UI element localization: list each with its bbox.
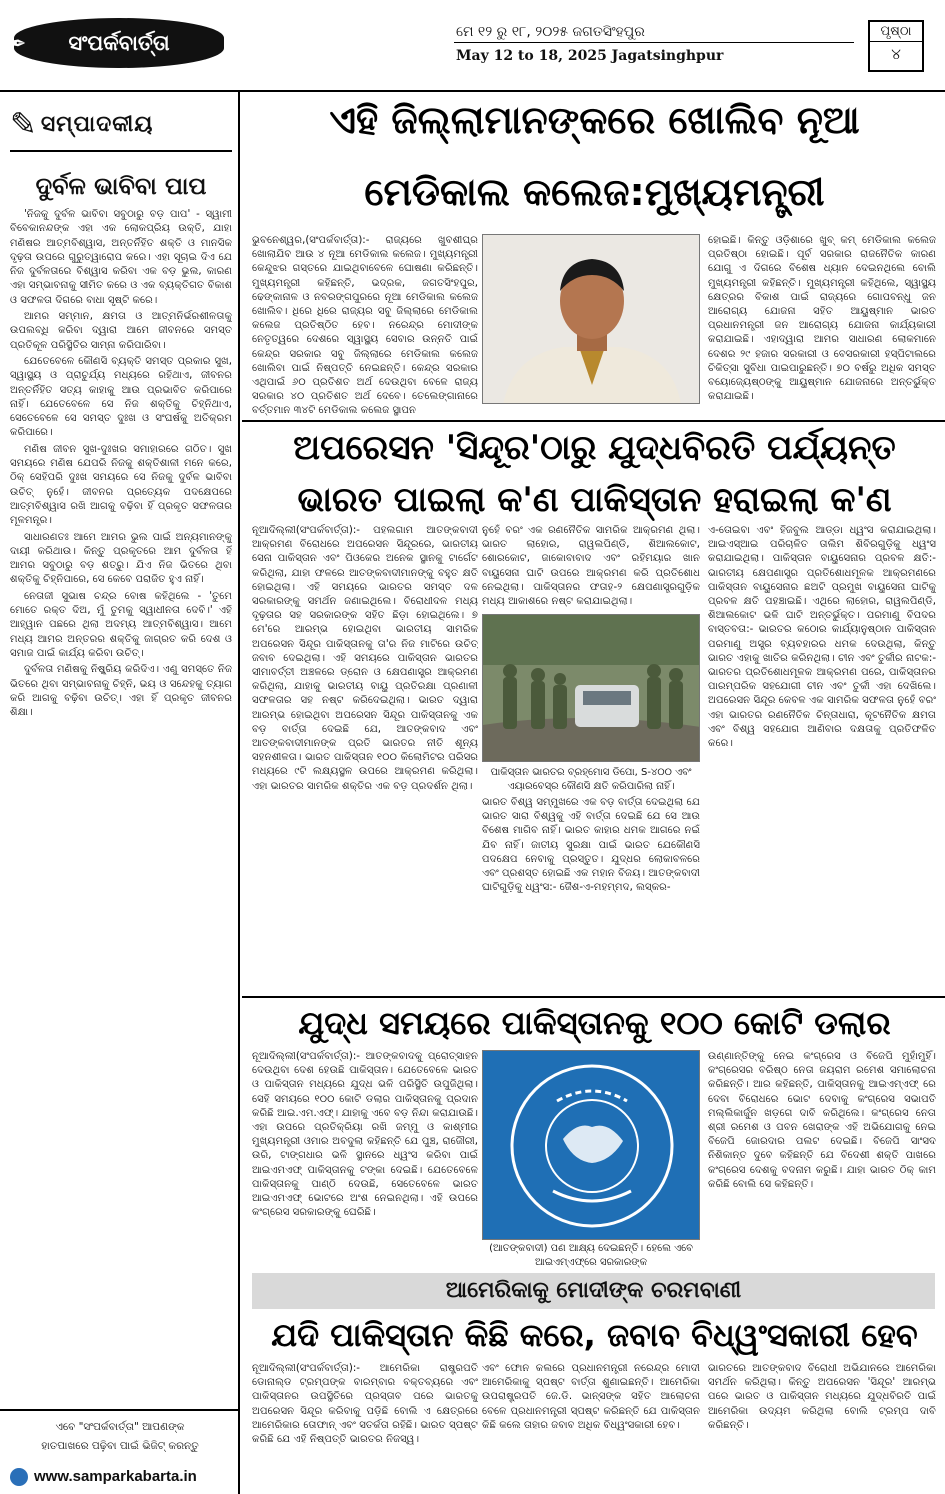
logo-text: ସଂପର୍କବାର୍ତ୍ତା (68, 30, 170, 55)
quill-icon: ✎ (10, 105, 37, 143)
story1-headline-line2: ମେଡିକାଲ କଲେଜ:ମୁଖ୍ୟମନ୍ତ୍ରୀ (364, 170, 825, 214)
chief-minister-photo (482, 234, 700, 404)
editorial-paragraph: ମଣିଷ ଜୀବନ ସୁଖ-ଦୁଃଖର ସମାହାରରେ ଗଠିତ। ସୁଖ ସମୟରେ ମଣିଷ ଯେପରି ନିଜକୁ ଶକ୍ତିଶାଳୀ ମନେ କରେ, ଠିକ୍ ସେହିପରି ଦୁଃଖ ସମୟରେ ସେ ନିଜକୁ ଦୁର୍ବଳ ଭାବିବା ଉଚିତ୍ ନୁହେଁ। ଜୀବନର ପ୍ରତ୍ୟେକ ପଦକ୍ଷେପରେ ଆତ୍ମବିଶ୍ୱାସ ରଖି ଆଗକୁ ବଢ଼ିବା ହିଁ ପ୍ରକୃତ ସଫଳତାର ମୂଳମନ୍ତ୍ର। (10, 443, 232, 527)
story2-headline-line1: ଅପରେସନ 'ସିନ୍ଦୂର'ଠାରୁ ଯୁଦ୍ଧବିରତି ପର୍ଯ୍ୟନ୍ତ (293, 428, 896, 468)
website-url: www.samparkabarta.in (34, 1467, 197, 1485)
website-link[interactable] (10, 1468, 197, 1486)
editorial-divider (10, 150, 232, 152)
editorial-paragraph: 'ନିଜକୁ ଦୁର୍ବଳ ଭାବିବା ସବୁଠାରୁ ବଡ଼ ପାପ' - ସ୍ୱାମୀ ବିବେକାନନ୍ଦଙ୍କ ଏହା ଏକ ଲୋକପ୍ରିୟ ଉକ୍ତି, ଯାହା ମଣିଷର ଆତ୍ମବିଶ୍ୱାସ, ଅନ୍ତର୍ନିହିତ ଶକ୍ତି ଓ ମାନସିକ ଦୃଢ଼ତା ଉପରେ ଗୁରୁତ୍ୱାରୋପ କରେ। ଏହା ସୂଚାଇ ଦିଏ ଯେ ନିଜ ଦୁର୍ବଳତାରେ ବିଶ୍ୱାସ କରିବା ଏକ ବଡ଼ ଭୁଲ, କାରଣ ଏହା ସମ୍ଭାବନାକୁ ସୀମିତ କରେ ଓ ଏକ ବ୍ୟକ୍ତିଗତ ବିକାଶ ଓ ସଫଳତା ଦିଗରେ ବାଧା ସୃଷ୍ଟି କରେ। (10, 209, 232, 306)
story2-body-right: ଏ-ତୋଇବା ଏବଂ ହିଜବୁଲ ଆଡ୍ଡା ଧ୍ୱଂସ କରାଯାଇଥିଲା। ଆଇଏସ୍‌ଆଇ ପରିଚାଳିତ ତାଲିମ ଶିବିରଗୁଡ଼ିକୁ ଧ୍ୱଂସ କରାଯାଇଥିଲା। ପାକିସ୍ତାନ ବାୟୁସେନାର ପ୍ରବଳ କ୍ଷତି:- ଭାରତୀୟ କ୍ଷେପଣାସ୍ତ୍ର ପ୍ରତିଶୋଧମୂଳକ ଆକ୍ରମଣରେ ପାକିସ୍ତାନ ବାୟୁସେନାର ଛଅଟି ପ୍ରମୁଖ ବାୟୁସେନା ଘାଟିକୁ ପ୍ରବଳ କ୍ଷତି ପହଞ୍ଚାଇଛି। ଏଥିରେ ଲାହୋର, ରାୱଲପିଣ୍ଡି, ଶିଆଲକୋଟ ଭଳି ଘାଟି ଅନ୍ତର୍ଭୁକ୍ତ। ପରମାଣୁ ବିପଦର ବାସ୍ତବତା:- ଭାରତର କଠୋର କାର୍ଯ୍ୟାନୁଷ୍ଠାନ ପାକିସ୍ତାନ ପରମାଣୁ ଅସ୍ତ୍ର ବ୍ୟବହାରର ଧମକ ଦେଉଥିଲା, କିନ୍ତୁ ଭାରତ ଏହାକୁ ଖାତିର କରିନଥିଲା। ଚୀନ ଏବଂ ତୁର୍କୀର ନାଟକ:- ଭାରତର ପ୍ରତିଶୋଧମୂଳକ ଆକ୍ରମଣ ପରେ, ପାକିସ୍ତାନର ପାରମ୍ପରିକ ସହଯୋଗୀ ଚୀନ ଏବଂ ତୁର୍କୀ ଏହା ଦେଖିଲେ। ଅପରେସନ ସିନ୍ଦୂର କେବଳ ଏକ ସାମରିକ ସଫଳତା ନୁହେଁ ବରଂ ଏହା ଭାରତର ରଣନୈତିକ ଚିନ୍ତାଧାରା, କୂଟନୈତିକ କ୍ଷମତା ଏବଂ ବିଶ୍ୱ ସହଯୋଗ ଆଣିବାର ଦକ୍ଷତାକୁ ପ୍ରତିଫଳିତ କରେ। (708, 525, 936, 750)
globe-icon (10, 1468, 28, 1486)
issue-date-odia: ମେ ୧୨ ରୁ ୧୮, ୨୦୨୫ ଜଗତସିଂହପୁର (456, 24, 645, 40)
issue-date-english: May 12 to 18, 2025 Jagatsinghpur (456, 48, 724, 64)
story-divider (242, 420, 945, 422)
promo-line-1: ଏବେ "ସଂପର୍କବାର୍ତ୍ତା" ଆପଣଙ୍କ (55, 1421, 185, 1433)
story3-body-right: ଉଣ୍ଣାନ୍ତିଙ୍କୁ ନେଇ କଂଗ୍ରେସ ଓ ବିଜେପି ମୁହାଁମୁହିଁ। କଂଗ୍ରେସର ବରିଷ୍ଠ ନେତା ଜୟରାମ ରମେଶ ସମାଲୋଚନା କରିଛନ୍ତି। ଆର କହିଛନ୍ତି, ପାକିସ୍ତାନକୁ ଆଇଏମ୍‌ଏଫ୍ ରେ ଦେବା ବିରୋଧରେ ଭୋଟ ଦେବାକୁ କଂଗ୍ରେସ ସଭାପତି ମଲ୍ଲିକାର୍ଜୁନ ଖଡ଼ଗେ ଦାବି କରିଥିଲେ। କଂଗ୍ରେସ ନେତା ଶ୍ରୀ ରମେଶ ଓ ପବନ ଖେରାଙ୍କ ଏହି ଅଭିଯୋଗକୁ ନେଇ ବିଜେପି ଜୋରଦାର ପଲଟ ଦେଇଛି। ବିଜେପି ସାଂସଦ ନିଶିକାନ୍ତ ଦୁବେ କହିଛନ୍ତି ଯେ ବିଦେଶୀ ଶକ୍ତି ପାଖରେ କଂଗ୍ରେସ ଦେଶକୁ ବଦନାମ କରୁଛି। ଯାହା ଭାରତ ଠିକ୍ କାମ କରିଛି ବୋଲି ସେ କହିଛନ୍ତି। (708, 1051, 936, 1190)
story4-body-right: ଭାରତରେ ଆତଙ୍କବାଦ ବିରୋଧୀ ଅଭିଯାନରେ ଆମେରିକା ସମର୍ଥନ କରିଥିଲା। କିନ୍ତୁ ଅପରେସନ 'ସିନ୍ଦୂର' ଆରମ୍ଭ ପରେ ଭାରତ ଓ ପାକିସ୍ତାନ ମଧ୍ୟରେ ଯୁଦ୍ଧବିରତି ପାଇଁ ଆମେରିକା ଉଦ୍ୟମ କରିଥିଲା ବୋଲି ଟ୍ରମ୍ପ ଦାବି କରିଛନ୍ତି। (708, 1363, 936, 1431)
page-number: ୪ (891, 45, 901, 63)
editorial-section-title: ସମ୍ପାଦକୀୟ (40, 111, 154, 137)
website-promo (0, 1409, 240, 1494)
main-news-area (242, 92, 945, 1494)
story4-headline: ଯଦି ପାକିସ୍ତାନ କିଛି କରେ, ଜବାବ ବିଧ୍ୱଂସକାରୀ ହେବ (271, 1316, 918, 1354)
masthead (0, 0, 945, 92)
editorial-paragraph: ଆମର ସମ୍ମାନ, କ୍ଷମତା ଓ ଆତ୍ମନିର୍ଭରଶୀଳତାକୁ ଉପଲବ୍ଧି କରିବା ଦ୍ୱାରା ଆମେ ଜୀବନରେ ସମସ୍ତ ପ୍ରତିକୂଳ ପରିସ୍ଥିତିର ସାମ୍ନା କରିପାରିବା। (10, 311, 232, 351)
soldiers-photo-caption: ପାକିସ୍ତାନ ଭାରତର ବ୍ରହ୍ମୋସ ଡିପୋ, S-୪୦୦ ଏବଂ ଏୟାରବେସ୍‌ର କୌଣସି କ୍ଷତି କରିପାରିଲା ନାହିଁ। (490, 767, 692, 792)
editorial-paragraph: ସାଧାରଣତଃ ଆମେ ଆମର ଭୁଲ ପାଇଁ ଅନ୍ୟମାନଙ୍କୁ ଦାୟୀ କରିଥାଉ। କିନ୍ତୁ ପ୍ରକୃତରେ ଆମ ଦୁର୍ବଳତା ହିଁ ଆମର ସବୁଠାରୁ ବଡ଼ ଶତ୍ରୁ। ଯିଏ ନିଜ ଭିତରେ ଥିବା ଶକ୍ତିକୁ ଚିହ୍ନିପାରେ, ସେ କେବେ ପରାଜିତ ହୁଏ ନାହିଁ। (10, 531, 232, 586)
editorial-body (10, 208, 232, 1494)
masthead-divider (454, 42, 854, 43)
portrait-illustration (483, 235, 700, 404)
story2-body-middle-top: ନୁହେଁ ବରଂ ଏକ ରଣନୈତିକ ସାମରିକ ଆକ୍ରମଣ ଥିଲା। ଭାରତ ଲାହୋର, ରାୱଲପିଣ୍ଡି, ଶିଆଲକୋଟ, ଶୋରକୋଟ, ଜାକୋବାବାଦ ଏବଂ ରହିମୟାର ଖାନ ବାୟୁସେନା ଘାଟି ଉପରେ ଆକ୍ରମଣ କରି ପ୍ରତିଶୋଧ ନେଇଥିଲା। ପାକିସ୍ତାନର ଫତାହ-୨ କ୍ଷେପଣାସ୍ତ୍ରଗୁଡ଼ିକ ମଧ୍ୟ ଆକାଶରେ ନଷ୍ଟ କରାଯାଇଥିଲା। (482, 525, 700, 608)
editorial-paragraph: ଯେତେବେଳେ କୌଣସି ବ୍ୟକ୍ତି ସମସ୍ତ ପ୍ରକାର ସୁଖ, ସ୍ୱାସ୍ଥ୍ୟ ଓ ପ୍ରାଚୁର୍ଯ୍ୟ ମଧ୍ୟରେ ରହିଥାଏ, ଜୀବନର ଅନ୍ତର୍ନିହିତ ସତ୍ୟ କାହାକୁ ଆଉ ପ୍ରଭାବିତ କରିପାରେ ନାହିଁ। ଯେତେବେଳେ ସେ ନିଜ ଶକ୍ତିକୁ ଚିହ୍ନିଥାଏ, ସେତେବେଳେ ସେ ସମସ୍ତ ଦୁଃଖ ଓ ସଂଘର୍ଷକୁ ଅତିକ୍ରମ କରିପାରେ। (10, 355, 232, 439)
editorial-paragraph: ଦୁର୍ବଳତା ମଣିଷକୁ ନିଷ୍କ୍ରିୟ କରିଦିଏ। ଏଣୁ ସମସ୍ତେ ନିଜ ଭିତରେ ଥିବା ସମ୍ଭାବନାକୁ ଚିହ୍ନି, ଭୟ ଓ ସନ୍ଦେହକୁ ତ୍ୟାଗ କରି ଆଗକୁ ବଢ଼ିବା ଉଚିତ୍। ଏହା ହିଁ ପ୍ରକୃତ ଜୀବନର ଶିକ୍ଷା। (10, 664, 232, 719)
story2-body-middle-bottom: ଭାରତ ବିଶ୍ୱ ସମ୍ମୁଖରେ ଏକ ବଡ଼ ବାର୍ତ୍ତା ଦେଇଥିଲା ଯେ ଭାରତ ସାରା ବିଶ୍ୱକୁ ଏହି ବାର୍ତ୍ତା ଦେଇଛି ଯେ ସେ ଆଉ ବିଶେଷ ମାଗିବ ନାହିଁ। ଭାରତ କାହାର ଧମକ ଆଗରେ ନଇଁ ଯିବ ନାହିଁ। ଜାତୀୟ ସୁରକ୍ଷା ପାଇଁ ଭାରତ ଯେକୌଣସି ପଦକ୍ଷେପ ନେବାକୁ ପ୍ରସ୍ତୁତ। ଯୁଦ୍ଧର ଲୋକାବଳରେ ଏବଂ ପ୍ରଶସ୍ତ ହୋଇଛି ଏକ ମହାନ ବିଜୟ। ଆତଙ୍କବାଦୀ ଘାଟିଗୁଡ଼ିକୁ ଧ୍ୱଂସ:- ଜୈଶ-ଏ-ମହମ୍ମଦ, ଲସ୍କର- (482, 797, 700, 894)
editorial-column (0, 92, 240, 1494)
imf-photo-caption: (ଆତଙ୍କବାଦୀ) ପଣ ଆକ୍ଷ୍ୟ ଦେଇଛନ୍ତି। ହେଲେ ଏବେ ଆଇଏମ୍‌ଏଫ୍‌ରେ ସରକାରଙ୍କ (489, 1243, 693, 1268)
story1-headline-line1: ଏହି ଜିଲ୍ଲାମାନଙ୍କରେ ଖୋଲିବ ନୂଆ (329, 98, 860, 142)
newspaper-logo (8, 18, 224, 68)
imf-logo-photo (482, 1050, 700, 1240)
story1-body-right: ହୋଇଛି। କିନ୍ତୁ ଓଡ଼ିଶାରେ ଖୁବ୍ କମ୍ ମେଡିକାଲ କଲେଜ ପ୍ରତିଷ୍ଠା ହୋଇଛି। ପୂର୍ବ ସରକାର ରାଜନୈତିକ କାରଣ ଯୋଗୁ ଏ ଦିଗରେ ବିଶେଷ ଧ୍ୟାନ ଦେଇନଥିଲେ ବୋଲି ମୁଖ୍ୟମନ୍ତ୍ରୀ କହିଛନ୍ତି। ମୁଖ୍ୟମନ୍ତ୍ରୀ କହିଥିଲେ, ସ୍ୱାସ୍ଥ୍ୟ କ୍ଷେତ୍ରର ବିକାଶ ପାଇଁ ରାଜ୍ୟରେ ଗୋପବନ୍ଧୁ ଜନ ଆରୋଗ୍ୟ ଯୋଜନା ସହିତ ଆୟୁଷ୍ମାନ ଭାରତ ପ୍ରଧାନମନ୍ତ୍ରୀ ଜନ ଆରୋଗ୍ୟ ଯୋଜନା କାର୍ଯ୍ୟକାରୀ କରାଯାଇଛି। ଏହାଦ୍ୱାରା ଆମର ସାଧାରଣ ଲୋକମାନେ ଦେଶର ୨୯ ହଜାର ସରକାରୀ ଓ ବେସରକାରୀ ହସ୍ପିଟାଲରେ ଚିକିତ୍ସା ସୁବିଧା ପାଇପାରୁଛନ୍ତି। ୭୦ ବର୍ଷରୁ ଅଧିକ ସମସ୍ତ ବୟୋଜ୍ୟେଷ୍ଠଙ୍କୁ ଆୟୁଷ୍ମାନ ଯୋଜନାରେ ଅନ୍ତର୍ଭୁକ୍ତ କରାଯାଇଛି। (708, 235, 936, 403)
editorial-header (10, 100, 232, 148)
editorial-headline: ଦୁର୍ବଳ ଭାବିବା ପାପ (35, 172, 207, 200)
story-divider (242, 996, 945, 998)
promo-line-2: ହାତପାଖରେ ପଢ଼ିବା ପାଇଁ ଭିଜିଟ୍ କରନ୍ତୁ (41, 1440, 199, 1452)
imf-emblem-illustration (483, 1051, 700, 1240)
story2-body-left: ନୂଆଦିଲ୍ଲୀ(ସଂପର୍କବାର୍ତ୍ତା):- ପହଲଗାମ ଆତଙ୍କବାଦୀ ଆକ୍ରମଣ ବିରୋଧରେ ଅପରେସନ ସିନ୍ଦୂରରେ, ଭାରତୀୟ ସେନା ପାକିସ୍ତାନ ଏବଂ ପିଓକେର ଅନେକ ସ୍ଥାନକୁ ଟାର୍ଗେଟ କରିଥିଲା, ଯାହା ଫଳରେ ଆତଙ୍କବାଦୀମାନଙ୍କୁ ବହୁତ କ୍ଷତି ହୋଇଥିଲା। ଏହି ସମୟରେ ଭାରତର ସମସ୍ତ ଦଳ ସରକାରଙ୍କୁ ସମର୍ଥନ ଜଣାଇଥିଲେ। ବିରୋଧୀଦଳ ମଧ୍ୟ ଦୃଢ଼ତାର ସହ ସରକାରଙ୍କ ସହିତ ଛିଡ଼ା ହୋଇଥିଲେ। ୭ ମେ'ରେ ଆରମ୍ଭ ହୋଇଥିବା ଭାରତୀୟ ସାମରିକ ଅପରେସନ ସିନ୍ଦୂର ପାକିସ୍ତାନକୁ ତା'ର ନିଜ ମାଟିରେ ଉଚିତ୍ ଜବାବ ଦେଇଥିଲା। ଏହି ସମୟରେ ପାକିସ୍ତାନ ଭାରତର ସୀମାବର୍ତ୍ତୀ ଅଞ୍ଚଳରେ ଡ୍ରୋନ ଓ କ୍ଷେପଣାସ୍ତ୍ର ଆକ୍ରମଣ କରିଥିଲା, ଯାହାକୁ ଭାରତୀୟ ବାୟୁ ପ୍ରତିରକ୍ଷା ପ୍ରଣାଳୀ ସଫଳତାର ସହ ନଷ୍ଟ କରିଦେଇଥିଲା। ଭାରତ ଦ୍ୱାରା ଆରମ୍ଭ ହୋଇଥିବା ଅପରେସନ ସିନ୍ଦୂର ପାକିସ୍ତାନକୁ ଏକ ବଡ଼ ବାର୍ତ୍ତା ଦେଇଛି ଯେ, ଆତଙ୍କବାଦ ଏବଂ ଆତଙ୍କବାଦୀମାନଙ୍କ ପ୍ରତି ଭାରତର ନୀତି ଶୂନ୍ୟ ସହନଶୀଳତା। ଭାରତ ପାକିସ୍ତାନ ୧୦୦ କିଲୋମିଟର ପରିସର ମଧ୍ୟରେ ୯ଟି ଲକ୍ଷ୍ୟସ୍ଥଳ ଉପରେ ଆକ୍ରମଣ କରିଥିଲା। ଏହା ଭାରତର ସାମରିକ ଶକ୍ତିର ଏକ ବଡ଼ ପ୍ରଦର୍ଶନ ଥିଲା। (252, 525, 478, 792)
story2-headline-line2: ଭାରତ ପାଇଲା କ'ଣ ପାକିସ୍ତାନ ହରାଇଲା କ'ଣ (297, 480, 892, 520)
page-label: ପୃଷ୍ଠା (870, 22, 922, 42)
editorial-paragraph: ନେତାଜୀ ସୁଭାଷ ଚନ୍ଦ୍ର ବୋଷ କହିଥିଲେ - 'ତୁମେ ମୋତେ ରକ୍ତ ଦିଅ, ମୁଁ ତୁମକୁ ସ୍ୱାଧୀନତା ଦେବି।' ଏହି ଆହ୍ୱାନ ପଛରେ ଥିଲା ଅଦମ୍ୟ ଆତ୍ମବିଶ୍ୱାସ। ଆମେ ମଧ୍ୟ ଆମର ଅନ୍ତରର ଶକ୍ତିକୁ ଜାଗ୍ରତ କରି ଦେଶ ଓ ସମାଜ ପାଇଁ କାର୍ଯ୍ୟ କରିବା ଉଚିତ୍। (10, 590, 232, 659)
page-number-box (868, 20, 924, 72)
story4-body-left: ନୂଆଦିଲ୍ଲୀ(ସଂପର୍କବାର୍ତ୍ତା):- ଆମେରିକା ରାଷ୍ଟ୍ରପତି ଡୋନାଲ୍ଡ ଟ୍ରମ୍ପଙ୍କ ବାରମ୍ବାର ବକ୍ତବ୍ୟରେ ଏବଂ ପାକିସ୍ତାନର ଉପସ୍ଥିତିରେ ପ୍ରସ୍ତାବ ପରେ ଭାରତକୁ ଅପରେସନ ସିନ୍ଦୂର କରିବାକୁ ପଡ଼ିଛି ବୋଲି ଏ କ୍ଷେତ୍ରରେ ଆମେରିକାର ତୋଫାନ୍ ଏବଂ ସତର୍କତା ରହିଛି। ଭାରତ ସ୍ପଷ୍ଟ କରିଛି ଯେ ଏହି ନିଷ୍ପତ୍ତି ଭାରତର ନିଜସ୍ୱ। (252, 1363, 478, 1446)
story4-kicker: ଆମେରିକାକୁ ମୋଦୀଙ୍କ ଚରମବାଣୀ (252, 1273, 935, 1309)
story1-body-left: ଭୁବନେଶ୍ୱର,(ସଂପର୍କବାର୍ତ୍ତା):- ରାଜ୍ୟରେ ଖୁବଶୀଘ୍ର ଖୋଲାଯିବ ଆଉ ୪ ନୂଆ ମେଡିକାଲ କଲେଜ। ମୁଖ୍ୟମନ୍ତ୍ରୀ କେନ୍ଦୁଝର ଗସ୍ତରେ ଯାଇଥିବାବେଳେ ଘୋଷଣା କରିଛନ୍ତି। ମୁଖ୍ୟମନ୍ତ୍ରୀ କହିଛନ୍ତି, ଭଦ୍ରକ, ଜଗତସିଂହପୁର, ଢେଙ୍କାନାଳ ଓ ନବରଙ୍ଗପୁରରେ ନୂଆ ମେଡିକାଲ କଲେଜ ଖୋଲିବ। ଧିରେ ଧିରେ ରାଜ୍ୟର ସବୁ ଜିଲ୍ଲାରେ ମେଡିକାଲ କଲେଜ ପ୍ରତିଷ୍ଠିତ ହେବ। ନରେନ୍ଦ୍ର ମୋଦୀଙ୍କ ନେତୃତ୍ୱରେ ଦେଶରେ ସ୍ୱାସ୍ଥ୍ୟ ସେବାର ଉନ୍ନତି ପାଇଁ କେନ୍ଦ୍ର ସରକାର ସବୁ ଜିଲ୍ଲାରେ ମେଡିକାଲ କଲେଜ ଖୋଲିବା ପାଇଁ ନିଷ୍ପତ୍ତି ନେଇଛନ୍ତି। କେନ୍ଦ୍ର ସରକାର ଏଥିପାଇଁ ୬୦ ପ୍ରତିଶତ ଅର୍ଥ ଦେଉଥିବା ବେଳେ ରାଜ୍ୟ ସରକାର ୪୦ ପ୍ରତିଶତ ଅର୍ଥ ଦେବେ। ତେଲେଙ୍ଗାନାରେ ବର୍ତ୍ତମାନ ୩୪ଟି ମେଡିକାଲ କଲେଜ ସ୍ଥାପନ (252, 235, 478, 417)
story3-body-left: ନୂଆଦିଲ୍ଲୀ(ସଂପର୍କବାର୍ତ୍ତା):- ଆତଙ୍କବାଦକୁ ପ୍ରୋତ୍ସାହନ ଦେଉଥିବା ଦେଶ ହେଉଛି ପାକିସ୍ତାନ। ଯେତେବେଳେ ଭାରତ ଓ ପାକିସ୍ତାନ ମଧ୍ୟରେ ଯୁଦ୍ଧ ଭଳି ପରିସ୍ଥିତି ଉପୁଜିଥିଲା। ସେହି ସମୟରେ ୧୦୦ କୋଟି ଡଲାର ପାକିସ୍ତାନକୁ ପ୍ରଦାନ କରିଛି ଆଇ.ଏମ.ଏଫ୍। ଯାହାକୁ ଏବେ ବଡ଼ ନିନ୍ଦା କରାଯାଉଛି। ଏହା ଉପରେ ପ୍ରତିକ୍ରିୟା ରଖି ଜମ୍ମୁ ଓ କାଶ୍ମୀର ମୁଖ୍ୟମନ୍ତ୍ରୀ ଓମାର ଅବଦୁଲା କହିଛନ୍ତି ଯେ ପୁଞ୍ଚ, ରାଜୌରୀ, ଉରି, ଟାଙ୍ଗଧାର ଭଳି ସ୍ଥାନରେ ଧ୍ୱଂସ କରିବା ପାଇଁ ଆଇଏମଏଫ୍ ପାକିସ୍ତାନକୁ ଟଙ୍କା ଦେଇଛି। ଯେତେବେଳେ ପାକିସ୍ତାନକୁ ପାଣ୍ଠି ଦେଉଛି, ସେତେବେଳେ ଭାରତ ଆଇଏମଏଫ୍ ଭୋଟରେ ଅଂଶ ନେଇନଥିଲା। ଏହି ଉପରେ କଂଗ୍ରେସ ସରକାରଙ୍କୁ ଘେରିଛି। (252, 1051, 478, 1219)
soldiers-illustration (483, 615, 700, 762)
story3-headline: ଯୁଦ୍ଧ ସମୟରେ ପାକିସ୍ତାନକୁ ୧୦୦ କୋଟି ଡଲାର (298, 1004, 891, 1042)
story4-body-middle: ଏବଂ ଫୋନ କଲରେ ପ୍ରଧାନମନ୍ତ୍ରୀ ନରେନ୍ଦ୍ର ମୋଦୀ ଆମେରିକାକୁ ସ୍ପଷ୍ଟ ବାର୍ତ୍ତା ଶୁଣାଇଛନ୍ତି। ଆମେରିକା ଉପରାଷ୍ଟ୍ରପତି ଜେ.ଡି. ଭାନ୍ସଙ୍କ ସହିତ ଆଲୋଚନା ବେଳେ ପ୍ରଧାନମନ୍ତ୍ରୀ ସ୍ପଷ୍ଟ କରିଛନ୍ତି ଯେ ପାକିସ୍ତାନ କିଛି କଲେ ତାହାର ଜବାବ ଅଧିକ ବିଧ୍ୱଂସକାରୀ ହେବ। (482, 1363, 700, 1431)
soldiers-photo (482, 614, 700, 762)
pen-nib-icon: ✒ (8, 32, 27, 57)
